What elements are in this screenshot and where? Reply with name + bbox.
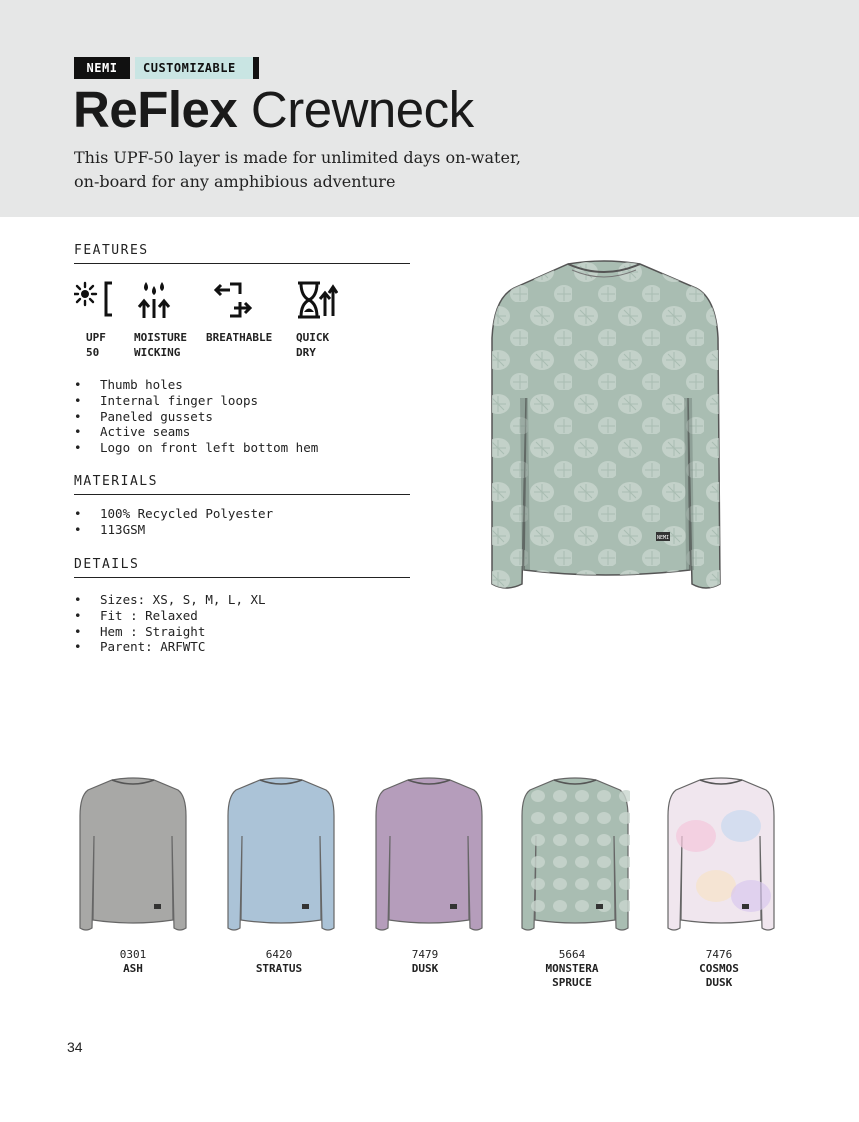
feature-quick-dry bbox=[296, 280, 338, 360]
feature-moisture-wicking bbox=[134, 280, 187, 360]
feature-label: DRY bbox=[296, 346, 316, 359]
colorway-name: COSMOS bbox=[699, 962, 739, 975]
colorway-name: STRATUS bbox=[255, 962, 303, 975]
header-band bbox=[0, 0, 859, 217]
colorway-code: 0301 bbox=[119, 948, 147, 961]
features-list bbox=[74, 377, 318, 456]
list-item: • Internal finger loops bbox=[74, 393, 318, 409]
description-line: on-board for any amphibious adventure bbox=[74, 172, 396, 191]
features-heading: FEATURES bbox=[74, 243, 410, 264]
colorway-garment-7479 bbox=[374, 776, 484, 936]
colorway-code: 6420 bbox=[265, 948, 293, 961]
feature-upf bbox=[74, 280, 116, 360]
colorway-garment-7476 bbox=[666, 776, 776, 936]
details-list bbox=[74, 592, 266, 655]
feature-label: WICKING bbox=[134, 346, 181, 359]
moisture-wicking-icon bbox=[134, 280, 174, 320]
colorway-label bbox=[73, 948, 193, 976]
description-line: This UPF-50 layer is made for unlimited days on-water, bbox=[74, 148, 521, 167]
feature-label: 50 bbox=[86, 346, 100, 359]
colorway-name: DUSK bbox=[705, 976, 733, 989]
title-light: Crewneck bbox=[250, 81, 474, 138]
page-number: 34 bbox=[67, 1039, 83, 1055]
feature-label: QUICK bbox=[296, 331, 330, 344]
hero-garment-image bbox=[484, 258, 724, 593]
colorway-garment-6420 bbox=[226, 776, 336, 936]
colorway-name: DUSK bbox=[411, 962, 439, 975]
feature-label: BREATHABLE bbox=[206, 331, 273, 344]
colorway-garment-0301 bbox=[78, 776, 188, 936]
title-bold: ReFlex bbox=[73, 81, 238, 138]
colorway-code: 7479 bbox=[411, 948, 439, 961]
colorway-label bbox=[512, 948, 632, 990]
list-item: • Sizes: XS, S, M, L, XL bbox=[74, 592, 266, 608]
tag-row bbox=[74, 57, 259, 79]
list-item: • 100% Recycled Polyester bbox=[74, 506, 273, 522]
breathable-icon bbox=[206, 280, 254, 320]
colorway-label bbox=[219, 948, 339, 976]
feature-breathable bbox=[206, 280, 272, 345]
feature-label: UPF bbox=[86, 331, 106, 344]
list-item: • Logo on front left bottom hem bbox=[74, 440, 318, 456]
colorway-name: MONSTERA bbox=[545, 962, 599, 975]
feature-label: MOISTURE bbox=[134, 331, 187, 344]
colorway-code: 7476 bbox=[705, 948, 733, 961]
colorway-name: SPRUCE bbox=[552, 976, 592, 989]
brand-tag: NEMI bbox=[74, 57, 130, 79]
list-item: • Paneled gussets bbox=[74, 409, 318, 425]
colorway-label bbox=[365, 948, 485, 976]
colorway-name: ASH bbox=[123, 962, 143, 975]
hero-logo: NEMI bbox=[656, 535, 670, 541]
list-item: • Hem : Straight bbox=[74, 624, 266, 640]
list-item: • Active seams bbox=[74, 424, 318, 440]
colorway-label bbox=[659, 948, 779, 990]
product-description bbox=[74, 146, 534, 194]
quick-dry-icon bbox=[296, 280, 338, 320]
customizable-tag: CUSTOMIZABLE bbox=[135, 57, 259, 79]
details-heading: DETAILS bbox=[74, 557, 410, 578]
upf-sun-icon bbox=[74, 280, 116, 320]
page-title bbox=[73, 78, 474, 142]
list-item: • Parent: ARFWTC bbox=[74, 639, 266, 655]
colorway-code: 5664 bbox=[558, 948, 586, 961]
feature-icons bbox=[74, 280, 414, 360]
colorway-garment-5664 bbox=[520, 776, 630, 936]
materials-list bbox=[74, 506, 273, 538]
materials-heading: MATERIALS bbox=[74, 474, 410, 495]
list-item: • Fit : Relaxed bbox=[74, 608, 266, 624]
list-item: • 113GSM bbox=[74, 522, 273, 538]
list-item: • Thumb holes bbox=[74, 377, 318, 393]
